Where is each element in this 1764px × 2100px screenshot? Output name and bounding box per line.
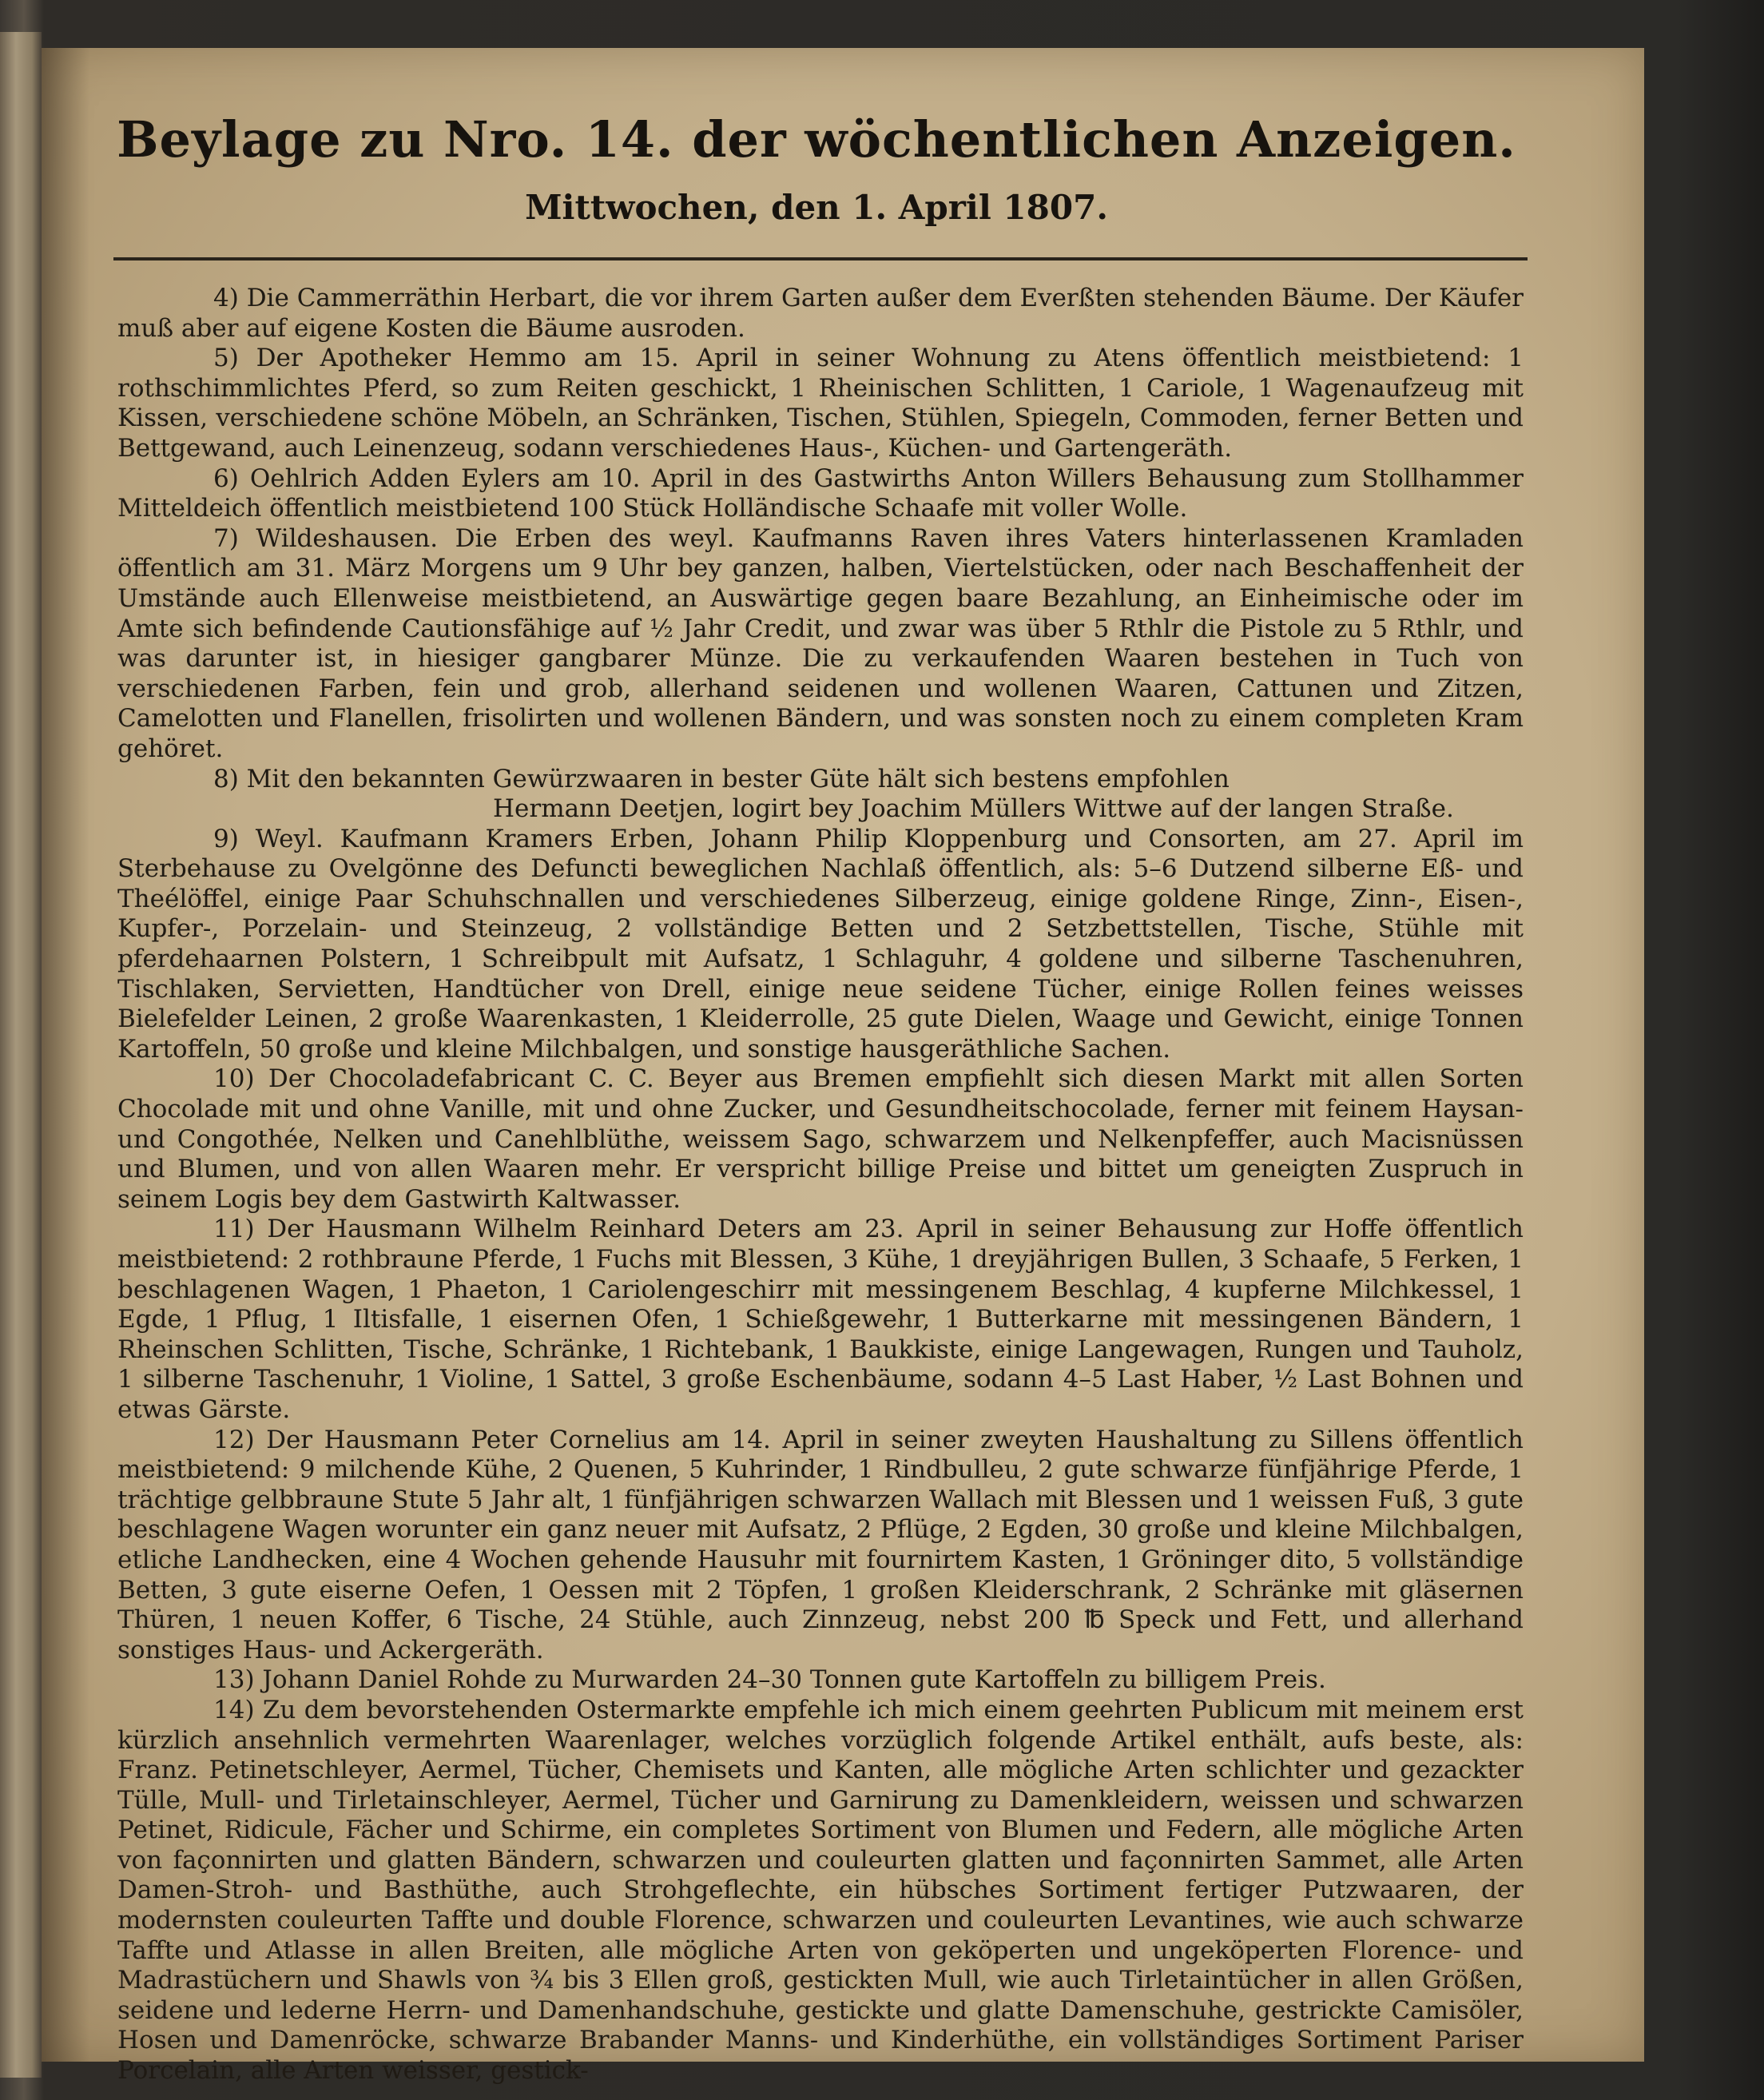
notice-10: 10) Der Chocoladefabricant C. C. Beyer aus Bremen empfiehlt sich diesen Markt mit allen Sorten Chocolade mit und ohne Vanille, mit und ohne Zucker, und Gesundheitschocolade, ferner mit feinem Haysan- und Congothée, Nelken und Canehlblüthe, weissem Sago, schwarzem und Nelkenpfeffer, auch Macisnüssen und Blumen, und von allen Waaren mehr. Er verspricht billige Preise und bittet um geneigten Zuspruch in seinem Logis bey dem Gastwirth Kaltwasser. [117,1064,1524,1214]
header-rule [113,257,1528,261]
page-title: Beylage zu Nro. 14. der wöchentlichen Anzeigen. [117,110,1516,169]
notice-4: 4) Die Cammerräthin Herbart, die vor ihrem Garten außer dem Everßten stehenden Bäume. Der Käufer muß aber auf eigene Kosten die Bäume ausroden. [117,284,1524,343]
notice-14: 14) Zu dem bevorstehenden Ostermarkte empfehle ich mich einem geehrten Publicum mit meinem erst kürzlich ansehnlich vermehrten Waarenlager, welches vorzüglich folgende Artikel enthält, aufs beste, als: Franz. Petinetschleyer, Aermel, Tücher, Chemisets und Kanten, alle mögliche Arten schlichter und gezackter Tülle, Mull- und Tirletainschleyer, Aermel, Tücher und Garnirung zu Damenkleidern, weissen und schwarzen Petinet, Ridicule, Fächer und Schirme, ein completes Sortiment von Blumen und Federn, alle mögliche Arten von façonnirten und glatten Bändern, schwarzen und coulеurten glatten und façonnirten Sammet, alle Arten Damen-Stroh- und Basthüthe, auch Strohgeflechte, ein hübsches Sortiment fertiger Putzwaaren, der modernsten couleurten Taffte und double Florence, schwarzen und couleurten Levantines, wie auch schwarze Taffte und Atlasse in allen Breiten, alle mögliche Arten von geköperten und ungeköperten Florence- und Madrastüchern und Shawls von ¾ bis 3 Ellen groß, gestickten Mull, wie auch Tirletaintücher in allen Größen, seidene und lederne Herrn- und Damenhandschuhe, gestickte und glatte Damenschuhe, gestrickte Camisöler, Hosen und Damenröcke, schwarze Brabander Manns- und Kinderhüthe, ein vollständiges Sortiment Pariser Porcelain, alle Arten weisser, gestick- [117,1695,1524,2086]
gutter-shadow [42,48,89,2062]
notice-5: 5) Der Apotheker Hemmo am 15. April in seiner Wohnung zu Atens öffentlich meistbietend: 1 rothschimmlichtes Pferd, so zum Reiten geschickt, 1 Rheinischen Schlitten, 1 Cariole, 1 Wagenaufzeug mit Kissen, verschiedene schöne Möbeln, an Schränken, Tischen, Stühlen, Spiegeln, Commoden, ferner Betten und Bettgewand, auch Leinenzeug, sodann verschiedenes Haus-, Küchen- und Gartengeräth. [117,344,1524,463]
notice-8-signature: Hermann Deetjen, logirt bey Joachim Müllers Wittwe auf der langen Straße. [493,794,1454,824]
newspaper-page [42,48,1644,2086]
notice-11: 11) Der Hausmann Wilhelm Reinhard Deters am 23. April in seiner Behausung zur Hoffe öffentlich meistbietend: 2 rothbraune Pferde, 1 Fuchs mit Blessen, 3 Kühe, 1 dreyjährigen Bullen, 3 Schaafe, 5 Ferken, 1 beschlagenen Wagen, 1 Phaeton, 1 Cariolengeschirr mit messingenem Beschlag, 4 kupferne Milchkessel, 1 Egde, 1 Pflug, 1 Iltisfalle, 1 eisernen Ofen, 1 Schießgewehr, 1 Butterkarne mit messingenen Bändern, 1 Rheinschen Schlitten, Tische, Schränke, 1 Richtebank, 1 Baukkiste, einige Langewagen, Rungen und Tauholz, 1 silberne Taschenuhr, 1 Violine, 1 Sattel, 3 große Eschenbäume, sodann 4–5 Last Haber, ½ Last Bohnen und etwas Gärste. [117,1215,1524,1424]
dateline: Mittwochen, den 1. April 1807. [525,188,1108,227]
notice-8: 8) Mit den bekannten Gewürzwaaren in bester Güte hält sich bestens empfohlen [213,764,1230,793]
notice-6: 6) Oehlrich Adden Eylers am 10. April in des Gastwirths Anton Willers Behausung zum Stollhammer Mitteldeich öffentlich meistbietend 100 Stück Holländische Schaafe mit voller Wolle. [117,463,1524,523]
facing-page-edge [0,32,42,2078]
notices-column [117,284,1524,2086]
notice-12: 12) Der Hausmann Peter Cornelius am 14. April in seiner zweyten Haushaltung zu Sillens öffentlich meistbietend: 9 milchende Kühe, 2 Quenen, 5 Kuhrinder, 1 Rindbulleu, 2 gute schwarze fünfjährige Pferde, 1 trächtige gelbbraune Stute 5 Jahr alt, 1 fünfjährigen schwarzen Wallach mit Blessen und 1 weissen Fuß, 3 gute beschlagene Wagen worunter ein ganz neuer mit Aufsatz, 2 Pflüge, 2 Egden, 30 große und kleine Milchbalgen, etliche Landhecken, eine 4 Wochen gehende Hausuhr mit fournirtem Kasten, 1 Gröninger dito, 5 vollständige Betten, 3 gute eiserne Oefen, 1 Oessen mit 2 Töpfen, 1 großen Kleiderschrank, 2 Schränke mit gläsernen Thüren, 1 neuen Koffer, 6 Tische, 24 Stühle, auch Zinnzeug, nebst 200 ℔ Speck und Fett, und allerhand sonstiges Haus- und Ackergeräth. [117,1425,1524,1664]
notice-7: 7) Wildeshausen. Die Erben des weyl. Kaufmanns Raven ihres Vaters hinterlassenen Kramladen öffentlich am 31. März Morgens um 9 Uhr bey ganzen, halben, Viertelstücken, oder nach Beschaffenheit der Umstände auch Ellenweise meistbietend, an Auswärtige gegen baare Bezahlung, an Einheimische oder im Amte sich befindende Cautionsfähige auf ½ Jahr Credit, und zwar was über 5 Rthlr die Pistole zu 5 Rthlr, und was darunter ist, in hiesiger gangbarer Münze. Die zu verkaufenden Waaren bestehen in Tuch von verschiedenen Farben, fein und grob, allerhand seidenen und wollenen Waaren, Cattunen und Zitzen, Camelotten und Flanellen, frisolirten und wollenen Bändern, und was sonsten noch zu einem completen Kram gehöret. [117,523,1524,763]
notice-9: 9) Weyl. Kaufmann Kramers Erben, Johann Philip Kloppenburg und Consorten, am 27. April im Sterbehause zu Ovelgönne des Defuncti beweglichen Nachlaß öffentlich, als: 5–6 Dutzend silberne Eß- und Theélöffel, einige Paar Schuhschnallen und verschiedenes Silberzeug, einige goldene Ringe, Zinn-, Eisen-, Kupfer-, Porzelain- und Steinzeug, 2 vollständige Betten und 2 Setzbettstellen, Tische, Stühle mit pferdehaarnen Polstern, 1 Schreibpult mit Aufsatz, 1 Schlaguhr, 4 goldene und silberne Taschenuhren, Tischlaken, Servietten, Handtücher von Drell, einige neue seidene Tücher, einige Rollen feines weisses Bielefelder Leinen, 2 große Waarenkasten, 1 Kleiderrolle, 25 gute Dielen, Waage und Gewicht, einige Tonnen Kartoffeln, 50 große und kleine Milchbalgen, und sonstige hausgeräthliche Sachen. [117,824,1524,1064]
notice-13: 13) Johann Daniel Rohde zu Murwarden 24–30 Tonnen gute Kartoffeln zu billigem Preis. [213,1665,1326,1695]
page-header [113,104,1520,232]
